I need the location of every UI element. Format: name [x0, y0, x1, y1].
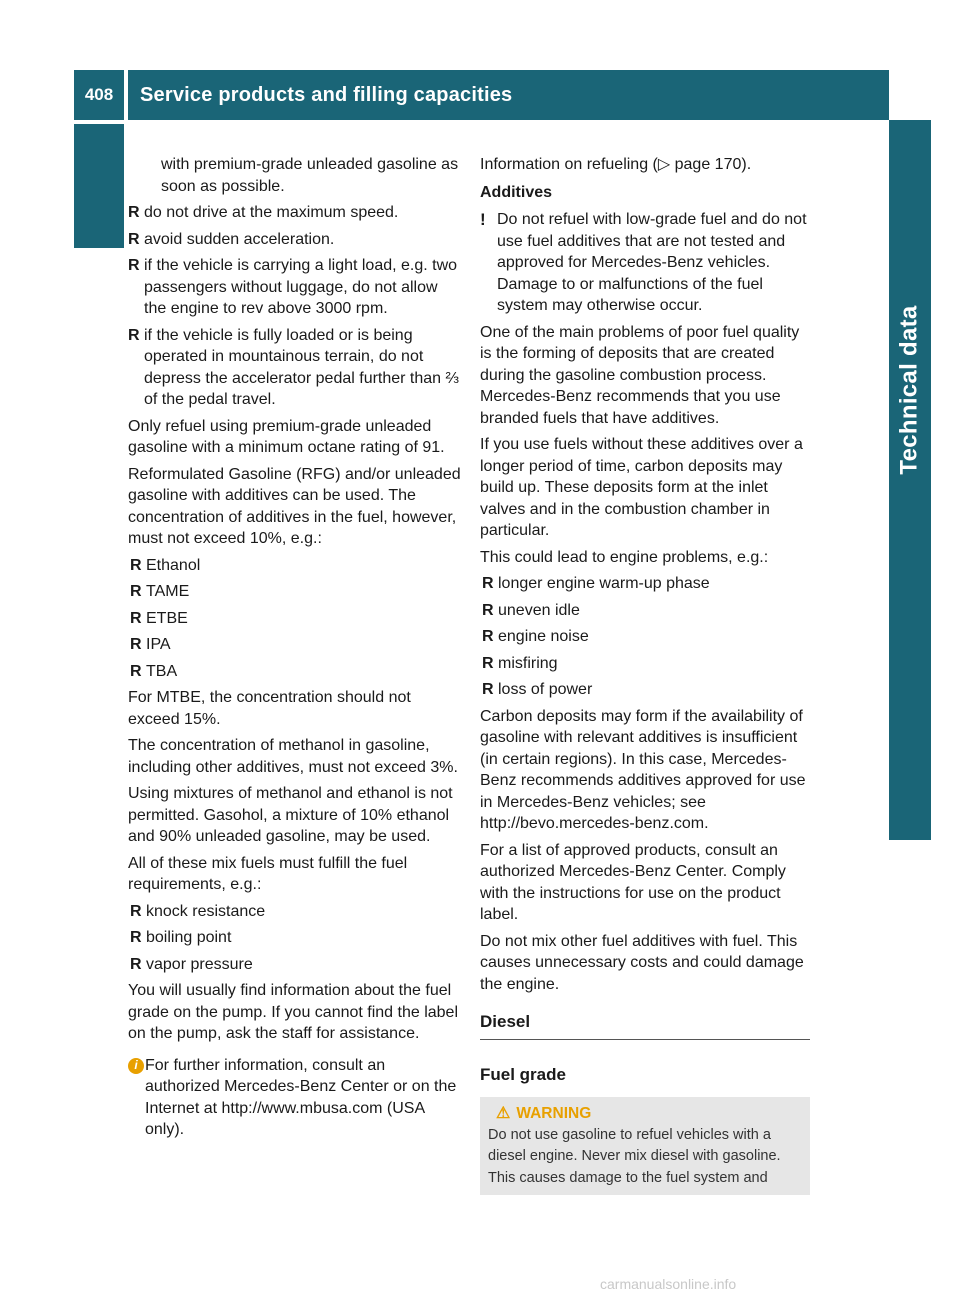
list-item: R TAME: [130, 583, 190, 600]
list-item: R Ethanol: [130, 556, 201, 574]
refuel-info: Information on refueling (▷ page 170).: [480, 156, 752, 173]
carbon-paragraph: Carbon deposits may form if the availability of gasoline with relevant additives is insufficient (in certain regions). In this case, Mercedes-Benz recommends additives approved for use in Mercedes-Benz vehicles; see http://bevo.mercedes-benz.com.: [480, 707, 806, 832]
list-item: R vapor pressure: [130, 955, 253, 973]
list-item: R avoid sudden acceleration.: [128, 230, 335, 248]
quality-paragraph: One of the main problems of poor fuel quality is the forming of deposits that are created during the gasoline combustion process. Mercedes-Benz recommends that you use branded fuels that have additives.: [480, 323, 800, 427]
fuel-grade-heading: Fuel grade: [480, 1064, 566, 1084]
list-item: R uneven idle: [482, 601, 580, 619]
page-header: [74, 70, 889, 120]
list-item: R misfiring: [482, 654, 558, 672]
problems-paragraph: This could lead to engine problems, e.g.:: [480, 548, 769, 566]
diesel-heading: Diesel: [480, 1011, 810, 1040]
requirement-bullets: [128, 901, 462, 976]
page-number: 408: [74, 70, 124, 120]
additive-bullets: [128, 555, 462, 683]
left-column: [128, 154, 462, 1141]
warning-triangle-icon: ⚠: [496, 1105, 511, 1122]
requirements-paragraph: All of these mix fuels must fulfill the fuel requirements, e.g.:: [128, 854, 408, 893]
list-item: R ETBE: [130, 609, 188, 627]
right-column: [480, 154, 812, 1195]
warning-title: ⚠ WARNING: [488, 1103, 802, 1125]
chapter-label: [889, 120, 931, 660]
approved-paragraph: For a list of approved products, consult an authorized Mercedes-Benz Center. Comply with the instructions for use on the product label.: [480, 841, 786, 923]
mtbe-paragraph: For MTBE, the concentration should not exceed 15%.: [128, 689, 411, 728]
list-item: R TBA: [130, 662, 178, 680]
list-item: R do not drive at the maximum speed.: [128, 204, 399, 221]
caution-note-text: Do not refuel with low-grade fuel and do not use fuel additives that are not tested and approved for Mercedes-Benz vehicles. Damage to or malfunctions of the fuel system may otherwise occur.: [497, 211, 807, 314]
list-item: R longer engine warm-up phase: [482, 575, 710, 592]
problem-bullets: [480, 573, 812, 701]
list-item: R IPA: [130, 636, 171, 653]
warning-text: Do not use gasoline to refuel vehicles with a diesel engine. Never mix diesel with gasoline. This causes damage to the fuel system and: [488, 1126, 781, 1186]
chapter-label-text: Technical data: [896, 305, 923, 475]
list-item: R if the vehicle is carrying a light load, e.g. two passengers without luggage, do not allow the engine to rev above 3000 rpm.: [128, 257, 458, 317]
intro-continued: with premium-grade unleaded gasoline as soon as possible.: [161, 156, 459, 195]
section-title: Service products and filling capacities: [128, 70, 889, 120]
list-item: R knock resistance: [130, 902, 266, 920]
info-note: [128, 1055, 462, 1141]
side-tab-marker: [74, 124, 124, 248]
info-icon: i: [128, 1058, 144, 1074]
driving-bullets: [128, 202, 462, 411]
pump-paragraph: You will usually find information about the fuel grade on the pump. If you cannot find the label on the pump, ask the staff for assistance.: [128, 982, 459, 1042]
list-item: R if the vehicle is fully loaded or is being operated in mountainous terrain, do not depress the accelerator pedal further than ⅔ of the pedal travel.: [128, 326, 459, 408]
deposits-paragraph: If you use fuels without these additives over a longer period of time, carbon deposits may build up. These deposits form at the inlet valves and in the combustion chamber in particular.: [480, 436, 803, 539]
methanol-paragraph: The concentration of methanol in gasoline, including other additives, must not exceed 3%.: [128, 737, 458, 776]
premium-paragraph: Only refuel using premium-grade unleaded gasoline with a minimum octane rating of 91.: [128, 417, 445, 456]
watermark: carmanualsonline.info: [600, 1276, 737, 1292]
rfg-paragraph: Reformulated Gasoline (RFG) and/or unleaded gasoline with additives can be used. The concentration of additives in the fuel, however, must not exceed 10%, e.g.:: [128, 465, 461, 547]
nomix-paragraph: Do not mix other fuel additives with fuel. This causes unnecessary costs and could damage the engine.: [480, 932, 804, 993]
caution-note: [480, 209, 812, 317]
list-item: R boiling point: [130, 929, 232, 946]
info-note-text: For further information, consult an authorized Mercedes-Benz Center or on the Internet at http://www.mbusa.com (USA only).: [145, 1056, 457, 1138]
mixtures-paragraph: Using mixtures of methanol and ethanol is not permitted. Gasohol, a mixture of 10% ethanol and 90% unleaded gasoline, may be used.: [128, 785, 453, 845]
warning-box: [480, 1097, 810, 1195]
list-item: R loss of power: [482, 681, 593, 698]
exclamation-icon: !: [480, 210, 486, 229]
list-item: R engine noise: [482, 628, 589, 645]
additives-heading: Additives: [480, 183, 553, 201]
